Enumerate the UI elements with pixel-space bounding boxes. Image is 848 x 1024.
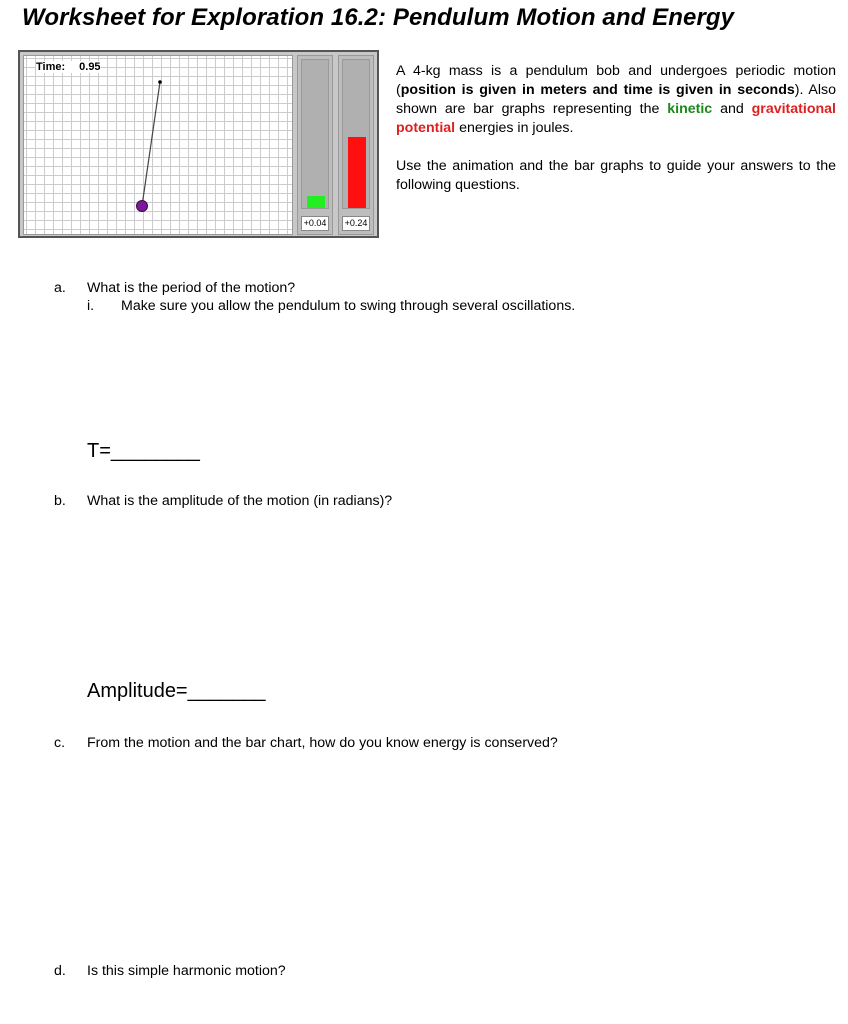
pendulum-drawing (24, 56, 294, 236)
pendulum-simulation (18, 50, 379, 238)
time-label: Time: (36, 61, 66, 73)
amplitude-answer-blank[interactable]: Amplitude=_______ (87, 680, 266, 702)
kinetic-value: +0.04 (301, 216, 329, 231)
kinetic-label: kinetic (667, 101, 713, 117)
potential-bar-fill (348, 137, 366, 208)
potential-energy-bar (338, 55, 374, 235)
potential-label: gravitational potential (396, 101, 836, 136)
kinetic-energy-bar (297, 55, 333, 235)
intro-text: A 4-kg mass is a pendulum bob and undergoes periodic motion (position is given in meters and time is given in seconds). Also shown are bar graphs representing the kinetic and gravitational potential energies in joules. Use the animation and the bar graphs to guide your answers to the following questions. (396, 63, 836, 193)
pendulum-string (142, 82, 160, 206)
period-answer-blank[interactable]: T=________ (87, 440, 200, 462)
page-title: Worksheet for Exploration 16.2: Pendulum Motion and Energy (22, 4, 735, 31)
pivot-point (158, 80, 162, 84)
potential-value: +0.24 (342, 216, 370, 231)
time-value: 0.95 (79, 61, 101, 73)
animation-grid (23, 55, 293, 235)
kinetic-bar-fill (307, 196, 325, 208)
pendulum-bob (137, 201, 148, 212)
